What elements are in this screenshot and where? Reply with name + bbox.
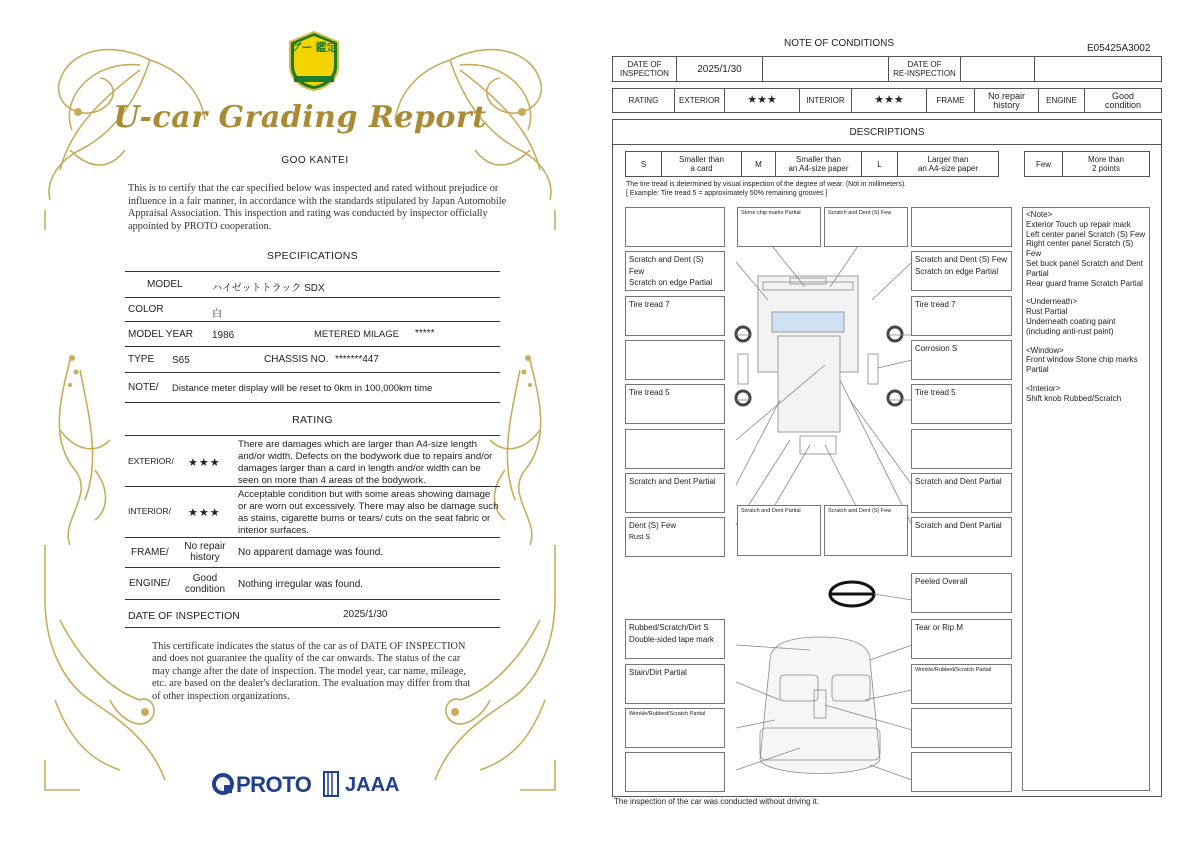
mileage-label: METERED MILAGE [314, 329, 399, 340]
certificate-footer-text: This certificate indicates the status of the car as of DATE OF INSPECTION and does not guarantee the quality of the car onwards. The status of the car may change after the date of inspection. The model year, car name, mileage, etc. are based on the dealer's declaration. The evaluation may differ from that of other inspection organizations. [152, 641, 471, 702]
exterior-label: EXTERIOR/ [128, 456, 174, 466]
left-cell-7 [625, 517, 725, 557]
size-legend-table [625, 151, 999, 177]
exterior-label: EXTERIOR [675, 89, 725, 113]
engine-value [177, 573, 233, 595]
right-cell-3: Corrosion S [911, 340, 1012, 380]
frame-row [125, 538, 500, 568]
report-subtitle: GOO KANTEI [281, 155, 349, 166]
inspection-date-value: 2025/1/30 [677, 57, 763, 82]
exterior-row [125, 435, 500, 487]
interior-stars: ★★★ [188, 507, 221, 519]
interior-left-cell-2: Stain/Dirt Partial [625, 664, 725, 704]
tire-note-line1: The tire tread is determined by visual inspection of the degree of wear. (Not in millimeters). [626, 181, 907, 188]
color-label: COLOR [128, 304, 164, 315]
type-value: S65 [172, 355, 190, 366]
interior-left-cell-1-line2: Double-sided tape mark [629, 634, 714, 644]
interior-label: INTERIOR/ [128, 506, 171, 516]
right-cell-7: Scratch and Dent Partial [911, 517, 1012, 557]
top-center-cell-1: Stone chip marks Partial [737, 207, 821, 247]
note-line: Set buck panel Scratch and Dent Partial [1026, 258, 1143, 278]
left-cell-0 [625, 207, 725, 247]
note-line: Rust Partial [1026, 307, 1068, 317]
empty-cell [763, 57, 889, 82]
note-line: Front window Stone chip marks Partial [1026, 355, 1138, 375]
interior-description: Acceptable condition but with some areas showing damage or are worn out excessively. There may also be damage such as stains, cigarette burns or tears/ cuts on the seat fabric or interior surfaces. [238, 489, 499, 536]
chassis-label: CHASSIS NO. [264, 354, 329, 365]
legend-few: Few [1025, 152, 1063, 177]
color-row [125, 298, 500, 322]
legend-s: S [626, 152, 662, 177]
interior-right-cell-2: Tear or Rip M [911, 619, 1012, 659]
right-cell-1-line1: Scratch and Dent (S) Few [915, 255, 1008, 264]
frame-value-line1: No repair [184, 541, 226, 552]
mileage-value: ***** [415, 328, 435, 339]
window-heading: <Window> [1026, 345, 1064, 355]
engine-value-line2: condition [184, 584, 226, 595]
left-cell-1 [625, 251, 725, 291]
rating-label: RATING [613, 89, 675, 113]
note-value: Distance meter display will be reset to 0km in 100,000km time [172, 383, 433, 394]
bottom-center-cell-2: Scratch and Dent (S) Few [824, 505, 908, 556]
engine-description: Nothing irregular was found. [238, 579, 364, 590]
specifications-heading: SPECIFICATIONS [267, 250, 358, 262]
model-value: ハイゼットトラック SDX [212, 283, 325, 294]
engine-value: Good condition [1085, 89, 1162, 113]
interior-left-cell-1-line1: Rubbed/Scratch/Dirt S [629, 623, 709, 632]
note-line: Exterior Touch up repair mark [1026, 219, 1131, 229]
interior-right-cell-1: Peeled Overall [911, 573, 1012, 613]
jaaa-logo-icon [320, 770, 342, 798]
date-label: DATE OF INSPECTION [128, 610, 240, 622]
note-line: Underneath coating paint (including anti-rust paint) [1026, 316, 1116, 336]
frame-value-line2: history [190, 552, 220, 563]
logos [212, 770, 402, 798]
top-center-cell-2: Scratch and Dent (S) Few [824, 207, 908, 247]
empty-cell [1035, 57, 1162, 82]
certify-text: This is to certify that the car specified below was inspected and rated without prejudice or influence in a fair manner, in accordance with the standards stipulated by Japan Automobile Appraisal Association. This inspection and rating was conducted by inspector officially appointed by PROTO cooperation. [128, 183, 507, 232]
report-title: U-car Grading Report [113, 100, 487, 135]
interior-right-cell-4 [911, 708, 1012, 748]
model-row [125, 271, 500, 298]
inspection-date-table [612, 56, 1162, 82]
right-cell-1-line2: Scratch on edge Partial [915, 266, 999, 276]
model-year-value: 1986 [212, 330, 235, 341]
document-id: E05425A3002 [1087, 43, 1151, 54]
proto-logo-icon [212, 773, 234, 795]
note-line: Shift knob Rubbed/Scratch [1026, 393, 1122, 403]
left-cell-5 [625, 429, 725, 469]
legend-l: L [862, 152, 898, 177]
type-label: TYPE [128, 354, 155, 365]
badge-text: グー 鑑定 [290, 42, 338, 54]
right-cell-0 [911, 207, 1012, 247]
left-cell-7-line2: Rust S [629, 533, 651, 541]
interior-heading: <Interior> [1026, 383, 1061, 393]
right-cell-5 [911, 429, 1012, 469]
goo-kantei-badge [286, 30, 342, 92]
bottom-note: The inspection of the car was conducted without driving it. [614, 797, 819, 806]
jaaa-logo-text: JAAA [345, 774, 400, 796]
legend-few-desc: More than 2 points [1063, 152, 1150, 177]
frame-label: FRAME [927, 89, 975, 113]
model-label: MODEL [147, 279, 183, 290]
exterior-stars: ★★★ [188, 457, 221, 469]
right-cell-4: Tire tread 5 [911, 384, 1012, 424]
bottom-center-cell-1: Scratch and Dent Partial [737, 505, 821, 556]
frame-description: No apparent damage was found. [238, 547, 384, 558]
interior-left-cell-4 [625, 752, 725, 792]
reinspection-value [961, 57, 1035, 82]
interior-label: INTERIOR [800, 89, 852, 113]
chassis-value: *******447 [335, 354, 379, 365]
interior-left-cell-3: Wrinkle/Rubbed/Scratch Partial [625, 708, 725, 748]
exterior-stars: ★★★ [725, 89, 800, 113]
left-cell-4: Tire tread 5 [625, 384, 725, 424]
interior-row [125, 487, 500, 538]
date-value: 2025/1/30 [343, 609, 388, 620]
left-cell-2: Tire tread 7 [625, 296, 725, 336]
frame-value [177, 541, 233, 563]
right-cell-6: Scratch and Dent Partial [911, 473, 1012, 513]
right-cell-1 [911, 251, 1012, 291]
note-line: Rear guard frame Scratch Partial [1026, 278, 1143, 288]
rating-heading: RATING [292, 414, 333, 426]
model-year-label: MODEL YEAR [128, 329, 194, 340]
legend-m-desc: Smaller than an A4-size paper [776, 152, 862, 177]
conditions-title: NOTE OF CONDITIONS [784, 38, 894, 49]
left-cell-1-line2: Scratch on edge Partial [629, 278, 713, 287]
tire-note-line2: [ Example: Tire tread 5 = approximately 50% remaining grooves ] [626, 190, 828, 197]
underneath-heading: <Underneath> [1026, 297, 1078, 307]
interior-right-cell-3: Wrinkle/Rubbed/Scratch Partial [911, 664, 1012, 704]
reinspection-label: DATE OF RE-INSPECTION [889, 57, 961, 82]
left-cell-1-line1: Scratch and Dent (S) Few [629, 255, 704, 276]
left-cell-3 [625, 340, 725, 380]
model-year-row [125, 322, 500, 347]
interior-right-cell-5 [911, 752, 1012, 792]
legend-l-desc: Larger than an A4-size paper [898, 152, 999, 177]
color-value: 白 [212, 309, 222, 320]
right-cell-2: Tire tread 7 [911, 296, 1012, 336]
note-row [125, 373, 500, 403]
interior-left-cell-1 [625, 619, 725, 659]
note-line: Left center panel Scratch (S) Few [1026, 229, 1146, 239]
note-line: Right center panel Scratch (S) Few [1026, 239, 1134, 259]
frame-value: No repair history [975, 89, 1039, 113]
note-heading: <Note> [1026, 210, 1053, 219]
left-cell-6: Scratch and Dent Partial [625, 473, 725, 513]
exterior-description: There are damages which are larger than A4-size length and/or width. Defects on the bodywork due to repairs and/or damages larger than a card in length and/or width can be seen on more than 4 areas of the bodywork. [238, 439, 493, 486]
engine-label: ENGINE [1039, 89, 1085, 113]
few-legend-table [1024, 151, 1150, 177]
engine-value-line1: Good [192, 573, 218, 584]
note-label: NOTE/ [128, 382, 159, 393]
proto-logo-text: PROTO [236, 772, 312, 797]
legend-m: M [742, 152, 776, 177]
interior-stars: ★★★ [852, 89, 927, 113]
descriptions-heading: DESCRIPTIONS [613, 120, 1161, 145]
legend-s-desc: Smaller than a card [662, 152, 742, 177]
type-row [125, 347, 500, 373]
engine-label: ENGINE/ [129, 578, 171, 589]
note-of-conditions-panel [600, 0, 1200, 848]
date-of-inspection-label: DATE OF INSPECTION [613, 57, 677, 82]
left-cell-7-line1: Dent (S) Few [629, 521, 677, 530]
date-row [125, 600, 500, 628]
engine-row [125, 568, 500, 600]
rating-table [612, 88, 1162, 113]
notes-panel [1022, 207, 1150, 791]
frame-label: FRAME/ [131, 547, 169, 558]
